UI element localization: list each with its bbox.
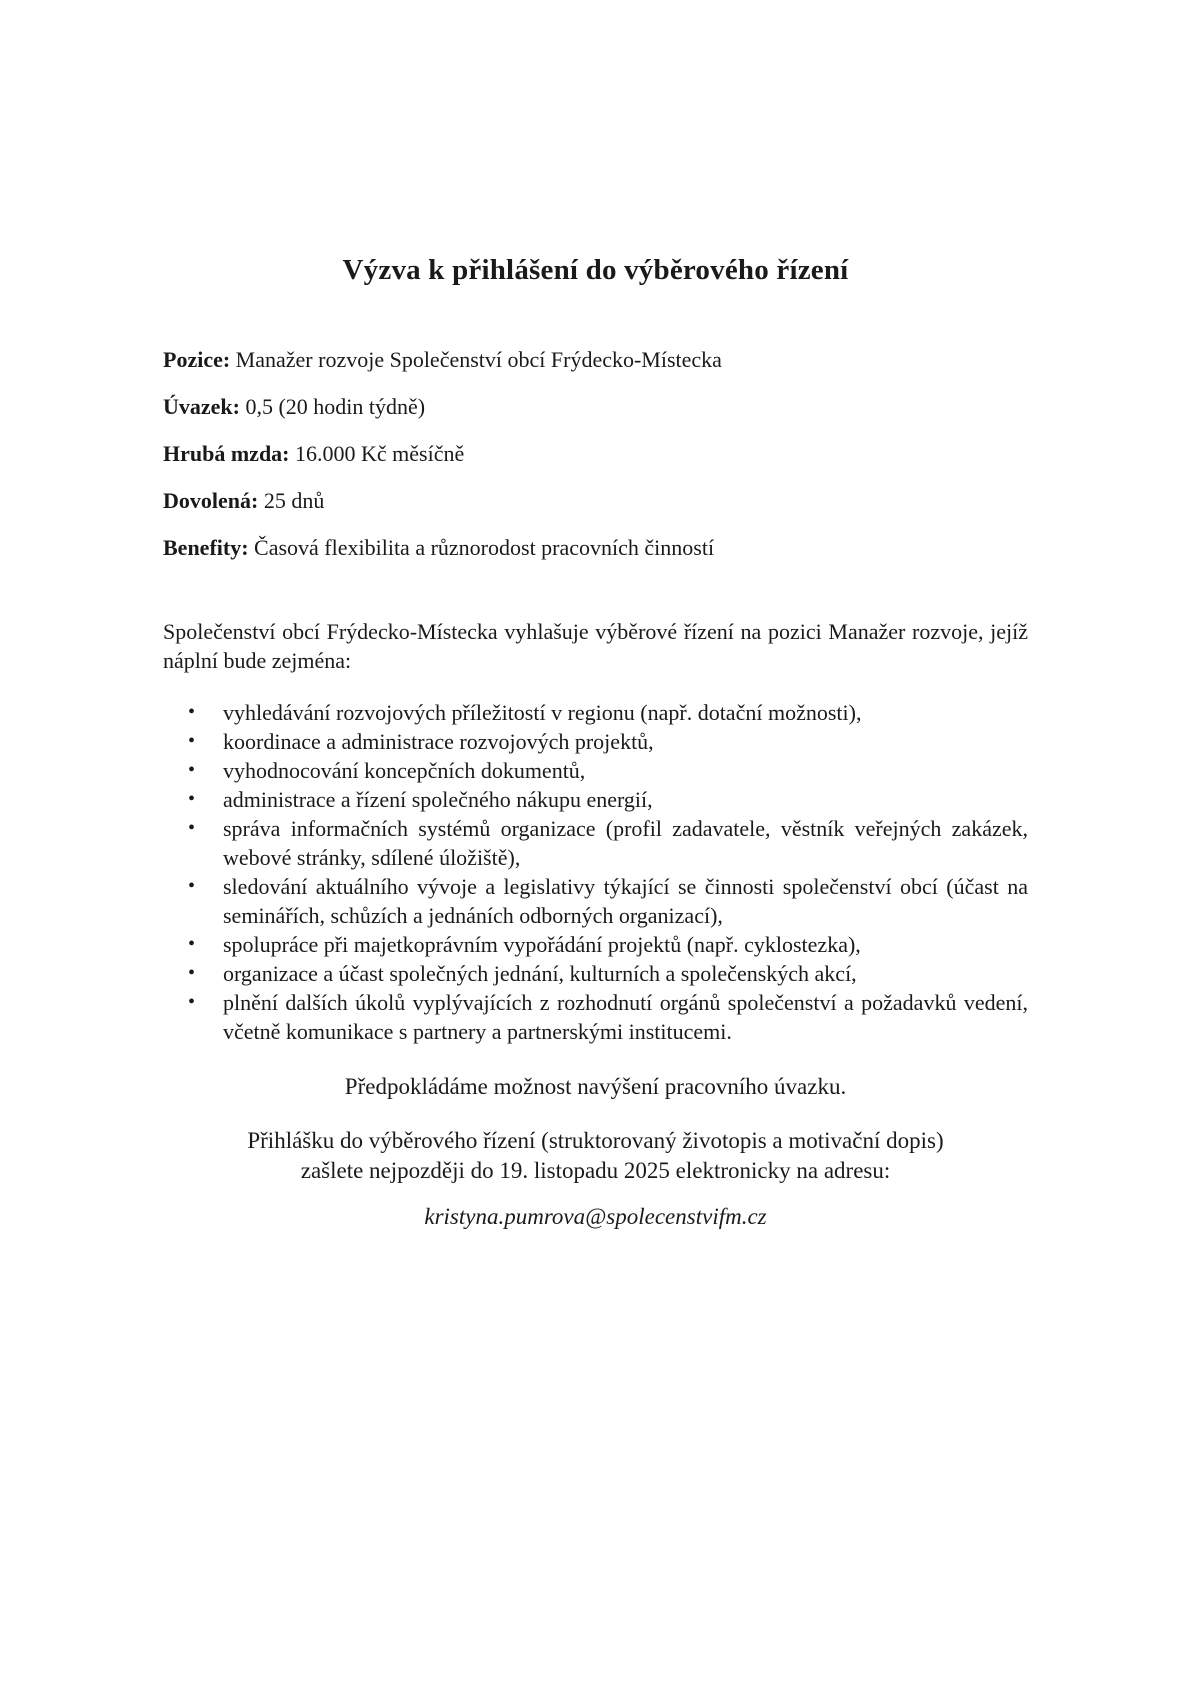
list-item [163,698,1028,727]
duties-list [163,698,1028,1046]
detail-salary-label: Hrubá mzda: [163,441,290,466]
detail-salary-value: 16.000 Kč měsíčně [295,441,465,466]
list-item [163,872,1028,930]
detail-workload-label: Úvazek: [163,394,240,419]
detail-benefits-value: Časová flexibilita a různorodost pracovních činností [254,535,715,560]
duty-text: administrace a řízení společného nákupu energií, [223,787,653,812]
application-line-1: Přihlášku do výběrového řízení (struktorovaný životopis a motivační dopis) [247,1128,944,1153]
list-item [163,814,1028,872]
bullet-icon: • [188,788,196,810]
detail-position-value: Manažer rozvoje Společenství obcí Frýdecko-Místecka [235,347,722,372]
list-item [163,988,1028,1046]
detail-benefits-label: Benefity: [163,535,249,560]
list-item [163,727,1028,756]
application-line-2: zašlete nejpozději do 19. listopadu 2025 elektronicky na adresu: [300,1158,891,1183]
detail-workload-value: 0,5 (20 hodin týdně) [245,394,426,419]
detail-vacation-label: Dovolená: [163,488,259,513]
bullet-icon: • [188,875,196,897]
duty-text: plnění dalších úkolů vyplývajících z rozhodnutí orgánů společenství a požadavků vedení, včetně komunikace s partnery a partnerskými institucemi. [223,990,1028,1044]
list-item [163,785,1028,814]
page-title: Výzva k přihlášení do výběrového řízení [342,254,849,286]
list-item [163,756,1028,785]
application-instructions [163,1126,1028,1186]
duty-text: koordinace a administrace rozvojových projektů, [223,729,654,754]
bullet-icon: • [188,730,196,752]
duty-text: vyhodnocování koncepčních dokumentů, [223,758,586,783]
bullet-icon: • [188,933,196,955]
detail-vacation-value: 25 dnů [263,488,325,513]
bullet-icon: • [188,701,196,723]
intro-paragraph: Společenství obcí Frýdecko-Místecka vyhlašuje výběrové řízení na pozici Manažer rozvoje, jejíž náplní bude zejména: [163,619,1028,673]
bullet-icon: • [188,991,196,1013]
detail-position-label: Pozice: [163,347,231,372]
bullet-icon: • [188,817,196,839]
list-item [163,959,1028,988]
detail-workload [163,392,1028,421]
detail-position [163,345,1028,374]
duty-text: organizace a účast společných jednání, kulturních a společenských akcí, [223,961,857,986]
duty-text: správa informačních systémů organizace (profil zadavatele, věstník veřejných zakázek, webové stránky, sdílené úložiště), [223,816,1028,870]
detail-vacation [163,486,1028,515]
contact-email: kristyna.pumrova@spolecenstvifm.cz [424,1204,767,1229]
duty-text: vyhledávání rozvojových příležitostí v regionu (např. dotační možnosti), [223,700,862,725]
job-details-section [163,345,1028,562]
list-item [163,930,1028,959]
bullet-icon: • [188,962,196,984]
workload-note: Předpokládáme možnost navýšení pracovního úvazku. [344,1074,847,1099]
detail-benefits [163,533,1028,562]
bullet-icon: • [188,759,196,781]
detail-salary [163,439,1028,468]
duty-text: spolupráce při majetkoprávním vypořádání projektů (např. cyklostezka), [223,932,861,957]
duty-text: sledování aktuálního vývoje a legislativy týkající se činnosti společenství obcí (účast na seminářích, schůzích a jednáních odborných organizací), [223,874,1028,928]
